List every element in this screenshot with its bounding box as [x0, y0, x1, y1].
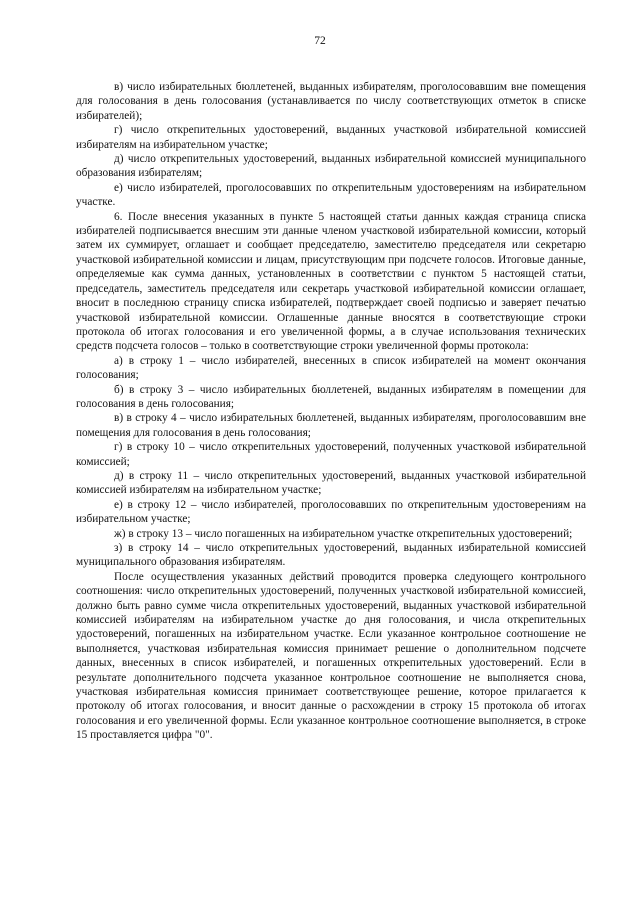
document-body [76, 80, 586, 743]
paragraph-row-4: в) в строку 4 – число избирательных бюллетеней, выданных избирателям, проголосовавшим вне помещения для голосования в день голосования; [76, 412, 586, 439]
paragraph-point-6: 6. После внесения указанных в пункте 5 настоящей статьи данных каждая страница списка избирателей подписывается внесшим эти данные членом участковой избирательной комиссии, который затем их суммирует, оглашает и сообщает председателю, заместителю председателя или секретарю участковой избирательной комиссии и лицам, присутствующим при подсчете голосов. Итоговые данные, определяемые как сумма данных, установленных в соответствии с пунктом 5 настоящей статьи, председатель, заместитель председателя или секретарь участковой избирательной комиссии оглашает, вносит в последнюю страницу списка избирателей, подтверждает своей подписью и заверяет печатью участковой избирательной комиссии. Оглашенные данные вносятся в соответствующие строки протокола об итогах голосования и его увеличенной формы, а в случае использования технических средств подсчета голосов – только в соответствующие строки увеличенной формы протокола: [76, 210, 586, 353]
paragraph-row-12: е) в строку 12 – число избирателей, проголосовавших по открепительным удостоверениям на избирательном участке; [76, 498, 586, 526]
paragraph-row-1: а) в строку 1 – число избирателей, внесенных в список избирателей на момент окончания голосования; [76, 354, 586, 382]
paragraph-item-g: г) число открепительных удостоверений, выданных участковой избирательной комиссией избирателям на избирательном участке; [76, 124, 586, 151]
paragraph-control-check: После осуществления указанных действий проводится проверка следующего контрольного соотношения: число открепительных удостоверений, полученных участковой избирательной комиссией, должно быть равно сумме числа открепительных удостоверений, выданных участковой избирательной комиссией избирателям на избирательном участке до дня голосования, и числа открепительных удостоверений, погашенных на избирательном участке. Если указанное контрольное соотношение не выполняется, участковая избирательная комиссия принимает решение о дополнительном подсчете данных, внесенных в список избирателей, и погашенных открепительных удостоверений. Если в результате дополнительного подсчета указанное контрольное соотношение не выполняется снова, участковая избирательная комиссия принимает соответствующее решение, которое прилагается к протоколу об итогах голосования, и вносит данные о расхождении в строку 15 протокола об итогах голосования и его увеличенной формы. Если указанное контрольное соотношение выполняется, в строке 15 проставляется цифра "0". [76, 570, 586, 742]
paragraph-item-d: д) число открепительных удостоверений, выданных избирательной комиссией муниципального образования избирателям; [76, 153, 586, 180]
paragraph-row-3: б) в строку 3 – число избирательных бюллетеней, выданных избирателям в помещении для голосования в день голосования; [76, 383, 586, 410]
paragraph-row-11: д) в строку 11 – число открепительных удостоверений, выданных участковой избирательной комиссией избирателям на избирательном участке; [76, 469, 586, 497]
paragraph-item-v: в) число избирательных бюллетеней, выданных избирателям, проголосовавшим вне помещения для голосования в день голосования (устанавливается по числу соответствующих отметок в списке избирателей); [76, 81, 586, 122]
paragraph-row-14: з) в строку 14 – число открепительных удостоверений, выданных избирательной комиссией муниципального образования избирателям. [76, 542, 586, 569]
paragraph-row-13: ж) в строку 13 – число погашенных на избирательном участке открепительных удостоверений; [114, 527, 573, 540]
page-number: 72 [314, 35, 326, 47]
paragraph-row-10: г) в строку 10 – число открепительных удостоверений, полученных участковой избирательной комиссией; [76, 441, 586, 468]
paragraph-item-e: е) число избирателей, проголосовавших по открепительным удостоверениям на избирательном участке. [76, 181, 586, 209]
